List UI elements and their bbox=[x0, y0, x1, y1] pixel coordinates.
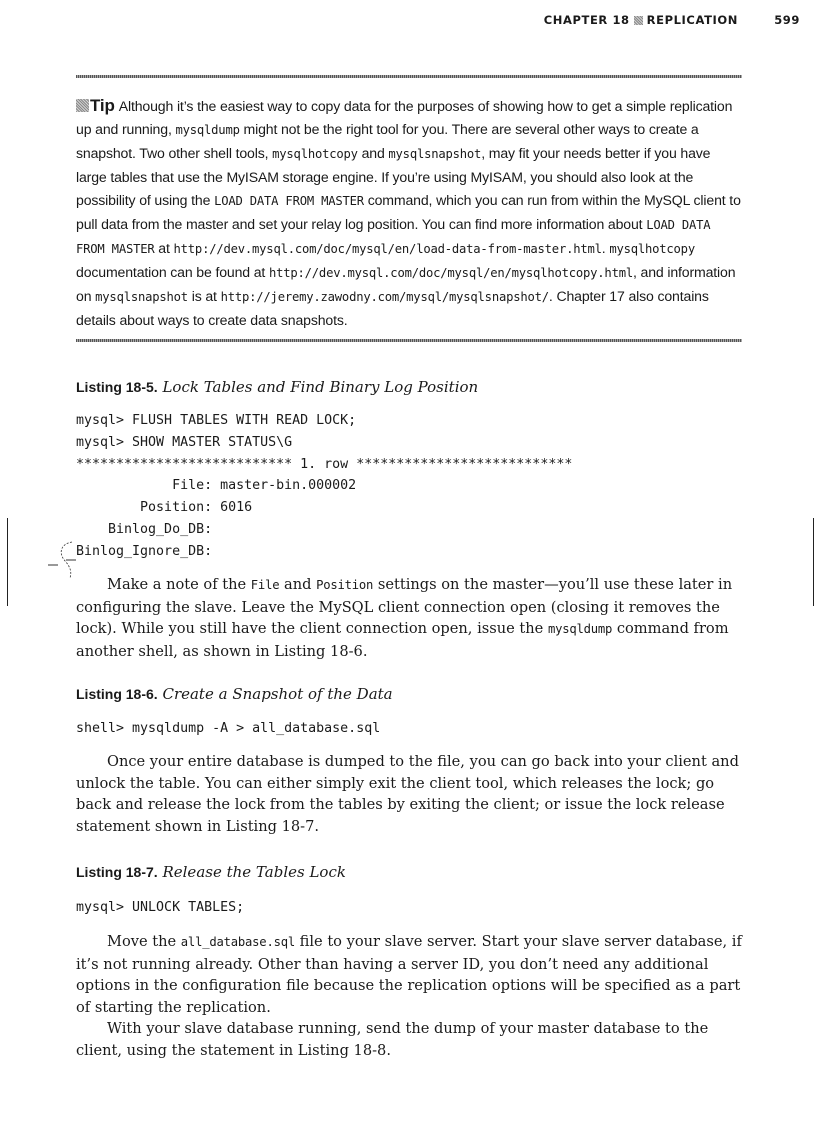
listing-18-5-code: mysql> FLUSH TABLES WITH READ LOCK; mysql> SHOW MASTER STATUS\G *************************** 1. row *************************** File: master-bin.000002 Position: 6016 Binlog_Do_DB: Binlog_Ignore_DB: bbox=[76, 413, 573, 559]
paragraph-send-dump: With your slave database running, send the dump of your master database to the client, using the statement in Listing 18-8. bbox=[76, 1020, 709, 1059]
tip-top-rule bbox=[76, 75, 742, 78]
listing-18-5-caption: Listing 18-5. Lock Tables and Find Binary Log Position bbox=[76, 378, 479, 396]
separator-square-icon bbox=[634, 16, 643, 25]
paragraph-note-file-position: Make a note of the File and Position settings on the master—you’ll use these later in configuring the slave. Leave the MySQL client connection open (closing it removes the lock). While you still have the client connection open, issue the mysqldump command from another shell, as shown in Listing 18-6. bbox=[76, 576, 733, 660]
paragraph-unlock: Once your entire database is dumped to the file, you can go back into your client and unlock the table. You can either simply exit the client tool, which releases the lock; go back and release the lock from the tables by exiting the client; or issue the lock release statement shown in Listing 18-7. bbox=[76, 753, 739, 835]
chapter-title: CHAPTER 18 REPLICATION bbox=[543, 13, 738, 27]
tip-badge-icon bbox=[76, 99, 89, 112]
listing-18-7-caption: Listing 18-7. Release the Tables Lock bbox=[76, 863, 346, 881]
running-header bbox=[0, 13, 816, 29]
registration-mark-icon bbox=[46, 540, 76, 580]
listing-18-7-code: mysql> UNLOCK TABLES; bbox=[76, 900, 245, 915]
tip-box: Tip Although it’s the easiest way to copy data for the purposes of showing how to get a simple replication up and running, mysqldump might not be the right tool for you. There are several other ways to create a snapshot. Two other shell tools, mysqlhotcopy and mysqlsnapshot, may fit your needs better if you have large tables that use the MyISAM storage engine. If you’re using MyISAM, you should also look at the possibility of using the LOAD DATA FROM MASTER command, which you can run from within the MySQL client to pull data from the master and set your relay log position. You can find more information about LOAD DATA FROM MASTER at http://dev.mysql.com/doc/mysql/en/load-data-from-master.html. mysqlhotcopy documentation can be found at http://dev.mysql.com/doc/mysql/en/mysqlhotcopy.html, and information on mysqlsnapshot is at http://jeremy.zawodny.com/mysql/mysqlsnapshot/. Chapter 17 also contains details about ways to create data snapshots. bbox=[76, 96, 741, 328]
page-number: 599 bbox=[774, 13, 800, 27]
right-crop-mark bbox=[813, 518, 814, 606]
listing-18-6-code: shell> mysqldump -A > all_database.sql bbox=[76, 721, 381, 736]
paragraph-move-dump: Move the all_database.sql file to your slave server. Start your slave server database, if it’s not running already. Other than having a server ID, you don’t need any additional options in the configuration file because the replication options will be specified as a part of starting the replication. With your slave database running, send the dump of your master database to the client, using the statement in Listing 18-8. bbox=[76, 931, 742, 1061]
left-crop-mark bbox=[7, 518, 8, 606]
tip-bottom-rule bbox=[76, 339, 742, 342]
tip-label: Tip bbox=[90, 96, 115, 115]
listing-18-6-caption: Listing 18-6. Create a Snapshot of the Data bbox=[76, 685, 393, 703]
